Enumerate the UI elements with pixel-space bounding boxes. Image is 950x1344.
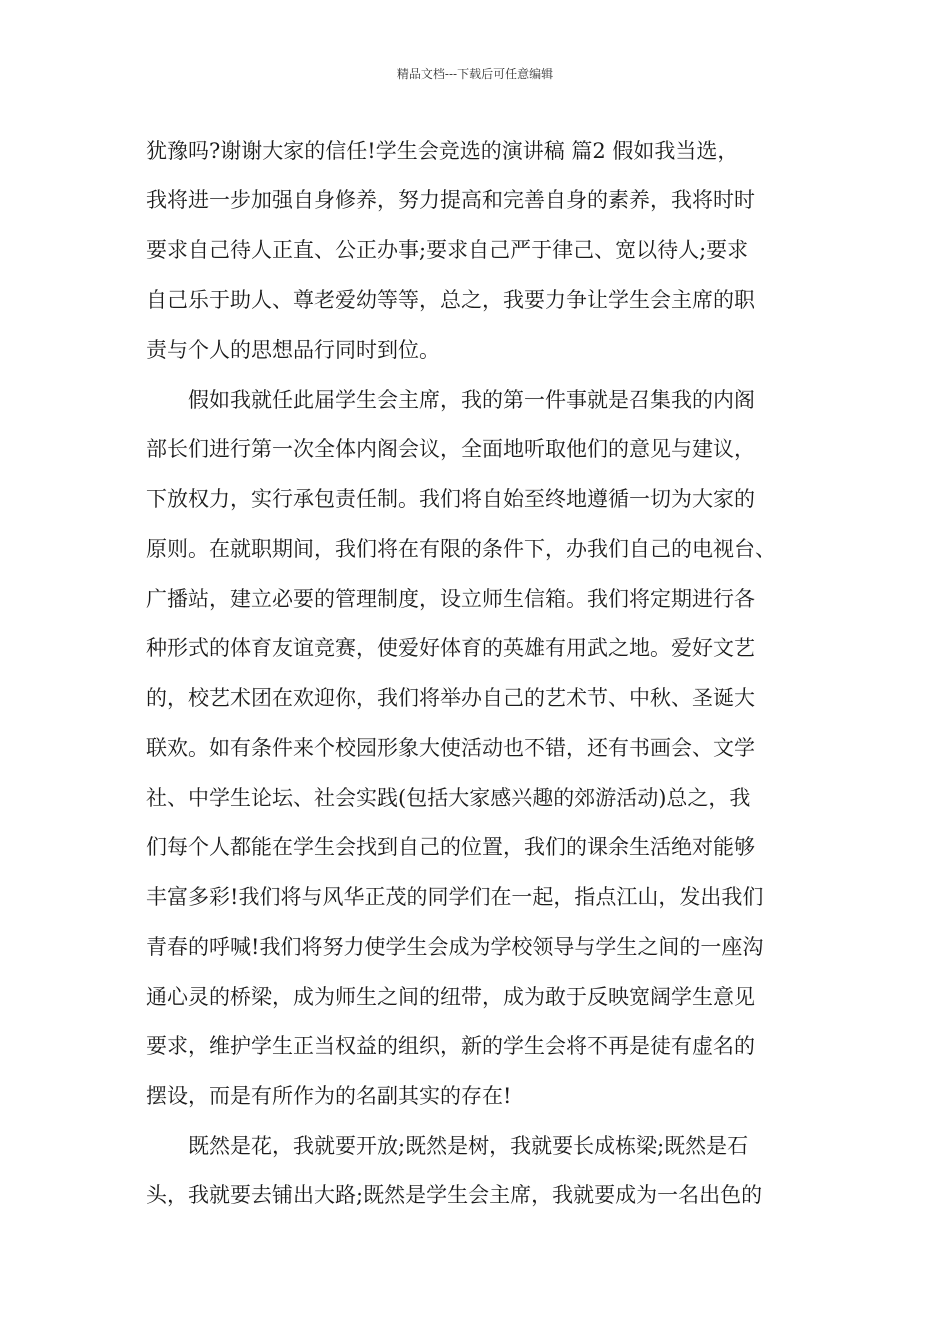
text-line: 自己乐于助人、尊老爱幼等等，总之，我要力争让学生会主席的职 bbox=[146, 288, 755, 312]
text-line: 们每个人都能在学生会找到自己的位置，我们的课余生活绝对能够 bbox=[146, 835, 755, 859]
text-line: 社、中学生论坛、社会实践(包括大家感兴趣的郊游活动)总之，我 bbox=[146, 786, 751, 810]
page-header: 精品文档---下载后可任意编辑 bbox=[396, 67, 554, 81]
text-line: 联欢。如有条件来个校园形象大使活动也不错，还有书画会、文学 bbox=[146, 736, 755, 760]
text-line: 原则。在就职期间，我们将在有限的条件下，办我们自己的电视台、 bbox=[146, 537, 776, 561]
text-line: 既然是花，我就要开放;既然是树，我就要长成栋梁;既然是石 bbox=[188, 1134, 749, 1158]
text-line: 要求，维护学生正当权益的组织，新的学生会将不再是徒有虚名的 bbox=[146, 1034, 755, 1058]
text-line: 下放权力，实行承包责任制。我们将自始至终地遵循一切为大家的 bbox=[146, 487, 755, 511]
text-line: 假如我就任此届学生会主席，我的第一件事就是召集我的内阁 bbox=[188, 388, 755, 412]
text-line: 青春的呼喊!我们将努力使学生会成为学校领导与学生之间的一座沟 bbox=[146, 935, 764, 959]
text-line: 要求自己待人正直、公正办事;要求自己严于律己、宽以待人;要求 bbox=[146, 238, 749, 262]
text-line: 头，我就要去铺出大路;既然是学生会主席，我就要成为一名出色的 bbox=[146, 1183, 763, 1207]
text-line: 犹豫吗?谢谢大家的信任!学生会竞选的演讲稿 篇2 假如我当选， bbox=[146, 139, 739, 163]
text-line: 种形式的体育友谊竞赛，使爱好体育的英雄有用武之地。爱好文艺 bbox=[146, 636, 755, 660]
text-line: 部长们进行第一次全体内阁会议，全面地听取他们的意见与建议， bbox=[146, 437, 755, 461]
text-line: 责与个人的思想品行同时到位。 bbox=[146, 338, 440, 362]
text-line: 丰富多彩!我们将与风华正茂的同学们在一起，指点江山，发出我们 bbox=[146, 885, 764, 909]
text-line: 摆设，而是有所作为的名副其实的存在! bbox=[146, 1084, 512, 1108]
text-line: 的，校艺术团在欢迎你，我们将举办自己的艺术节、中秋、圣诞大 bbox=[146, 686, 755, 710]
text-line: 我将进一步加强自身修养，努力提高和完善自身的素养，我将时时 bbox=[146, 188, 755, 212]
text-line: 广播站，建立必要的管理制度，设立师生信箱。我们将定期进行各 bbox=[146, 587, 755, 611]
text-line: 通心灵的桥梁，成为师生之间的纽带，成为敢于反映宽阔学生意见 bbox=[146, 985, 755, 1009]
